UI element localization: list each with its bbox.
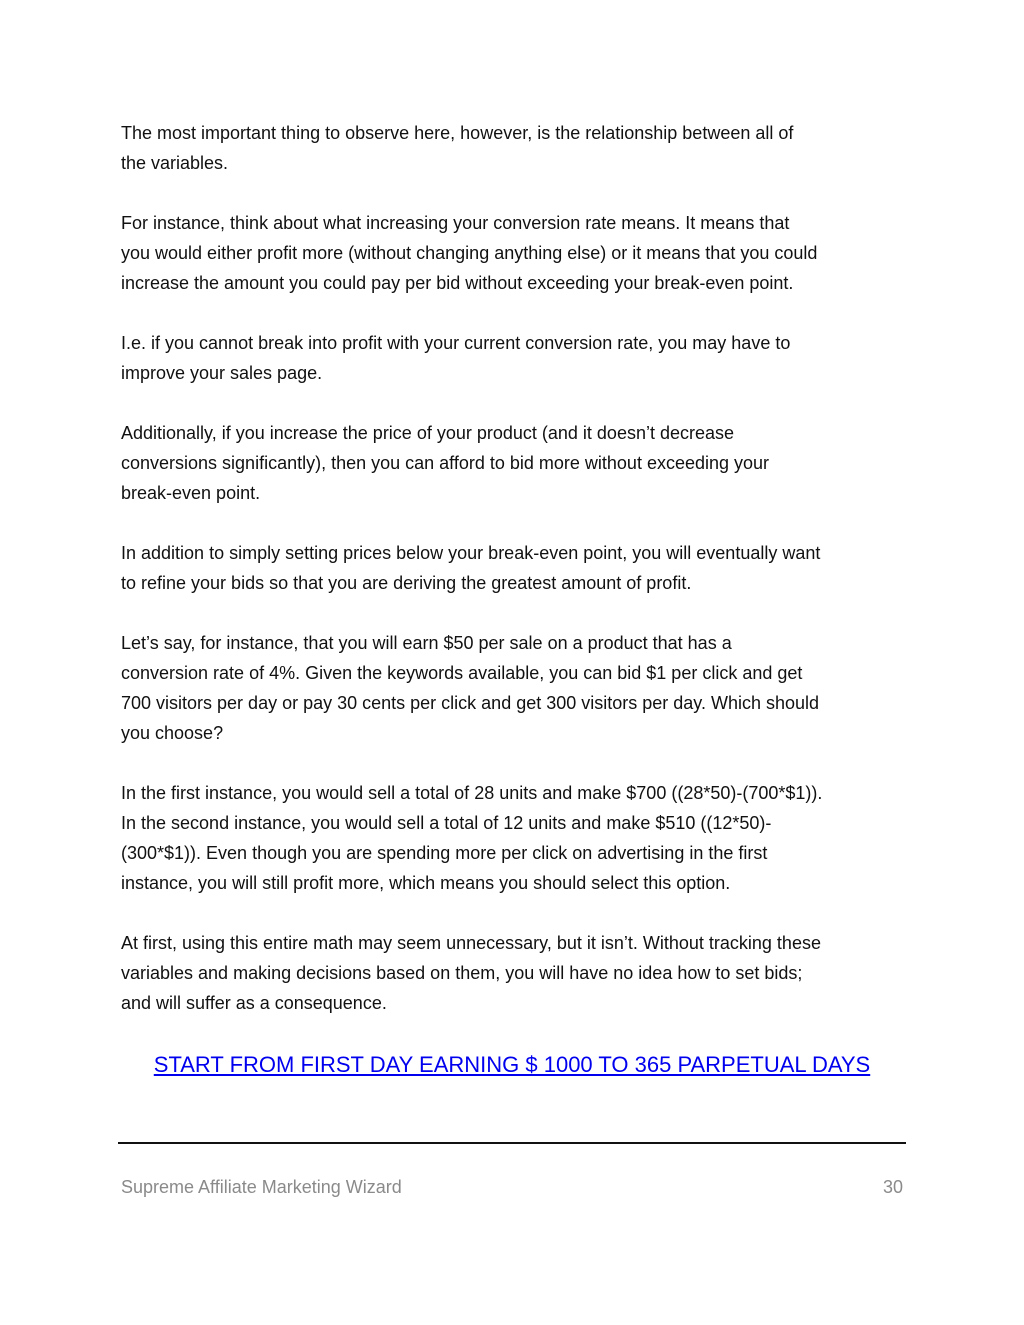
paragraph-example: Let’s say, for instance, that you will earn $50 per sale on a product that has a conversion rate of 4%. Given the keywords available, you can bid $1 per click and get 700 visitors per day or pay 30 cents per click and get 300 visitors per day. Which should you choose? [121, 633, 820, 743]
paragraph-sales-page: I.e. if you cannot break into profit with your current conversion rate, you may have to improve your sales page. [121, 333, 791, 383]
paragraph-variables: The most important thing to observe here, however, is the relationship between all of the variables. [121, 123, 794, 173]
earning-promo-link[interactable]: START FROM FIRST DAY EARNING $ 1000 TO 365 PARPETUAL DAYS [153, 1052, 871, 1077]
paragraph-refine-bids: In addition to simply setting prices below your break-even point, you will eventually want to refine your bids so that you are deriving the greatest amount of profit. [121, 543, 821, 593]
paragraph-product-price: Additionally, if you increase the price of your product (and it doesn’t decrease conversions significantly), then you can afford to bid more without exceeding your break-even point. [121, 423, 770, 503]
paragraph-calculation: In the first instance, you would sell a total of 28 units and make $700 ((28*50)-(700*$1)). In the second instance, you would sell a total of 12 units and make $510 ((12*50)- (300*$1)). Even though you are spending more per click on advertising in the first instance, you will still profit more, which means you should select this option. [121, 783, 823, 893]
paragraph-conclusion: At first, using this entire math may seem unnecessary, but it isn’t. Without tracking these variables and making decisions based on them, you will have no idea how to set bids; and will suffer as a consequence. [121, 933, 821, 1013]
paragraph-conversion-rate: For instance, think about what increasing your conversion rate means. It means that you would either profit more (without changing anything else) or it means that you could increase the amount you could pay per bid without exceeding your break-even point. [121, 213, 818, 293]
footer-divider [118, 1142, 906, 1144]
footer-book-title: Supreme Affiliate Marketing Wizard [121, 1177, 402, 1197]
page-number: 30 [882, 1177, 903, 1197]
body-text [121, 118, 911, 1048]
